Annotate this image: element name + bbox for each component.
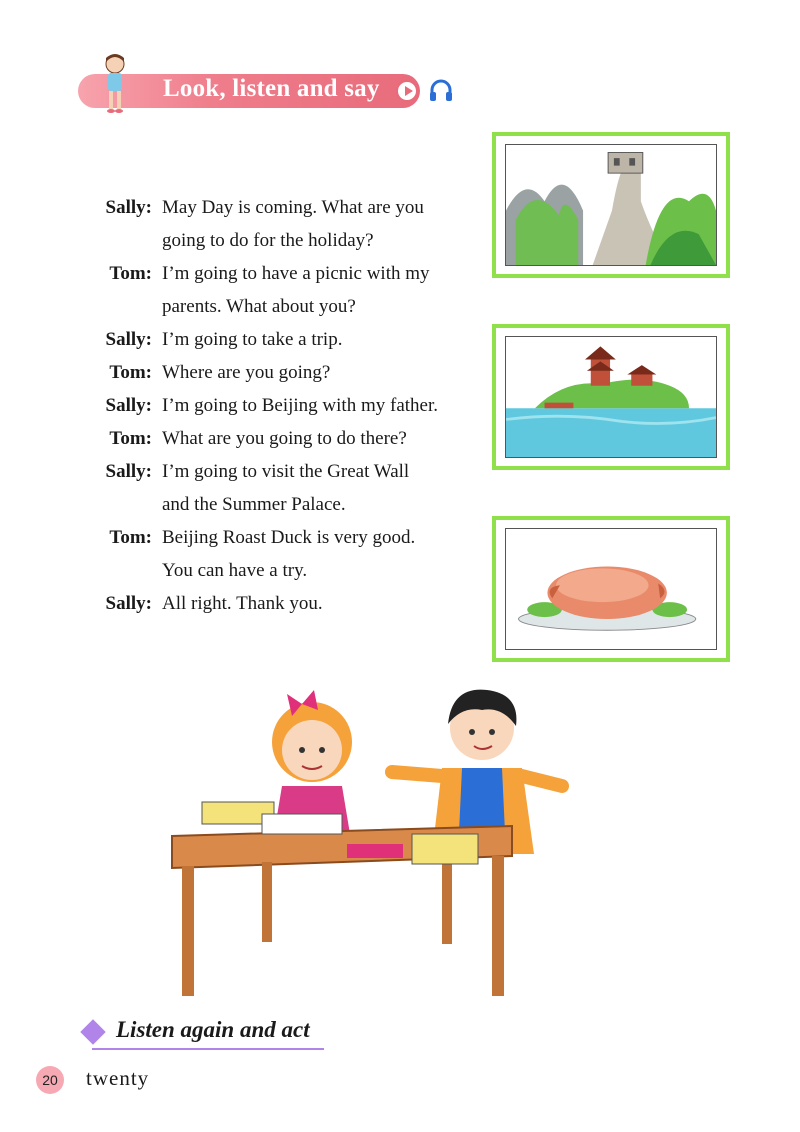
speech-line: I’m going to take a trip. [162,329,343,350]
roast-duck-picture [492,516,730,662]
activity-underline [92,1048,324,1050]
speech-line: May Day is coming. What are you [162,197,424,218]
kids-at-desk-illustration [142,676,582,1016]
speech-line: Beijing Roast Duck is very good. [162,527,416,548]
great-wall-icon [506,145,716,265]
speech-line: I’m going to visit the Great Wall [162,461,410,482]
speaker-label: Tom: [109,362,152,383]
headphones-icon[interactable] [428,78,454,104]
speaker-label: Sally: [105,329,152,350]
speaker-label: Tom: [109,263,152,284]
page-number-word: twenty [86,1066,150,1090]
speaker-label: Sally: [105,461,152,482]
play-icon[interactable] [396,80,418,102]
speaker-label: Tom: [109,428,152,449]
section-title: Look, listen and say [163,75,380,102]
diamond-bullet-icon [80,1019,105,1044]
girl-mascot-icon [98,52,132,114]
speaker-label: Tom: [109,527,152,548]
speech-line: and the Summer Palace. [162,494,346,515]
speaker-label: Sally: [105,395,152,416]
speech-line: parents. What about you? [162,296,356,317]
roast-duck-icon [506,529,716,649]
speech-line: All right. Thank you. [162,593,323,614]
speech-line: You can have a try. [162,560,308,581]
summer-palace-picture [492,324,730,470]
speech-line: Where are you going? [162,362,331,383]
speech-line: I’m going to have a picnic with my [162,263,430,284]
speech-line: I’m going to Beijing with my father. [162,395,438,416]
summer-palace-illustration [505,336,717,458]
speaker-label: Sally: [105,197,152,218]
great-wall-illustration [505,144,717,266]
great-wall-picture [492,132,730,278]
roast-duck-illustration [505,528,717,650]
speech-line: going to do for the holiday? [162,230,374,251]
page-number: 20 [36,1066,64,1094]
speaker-label: Sally: [105,593,152,614]
activity-title: Listen again and act [116,1017,310,1042]
speech-line: What are you going to do there? [162,428,407,449]
summer-palace-icon [506,337,716,457]
